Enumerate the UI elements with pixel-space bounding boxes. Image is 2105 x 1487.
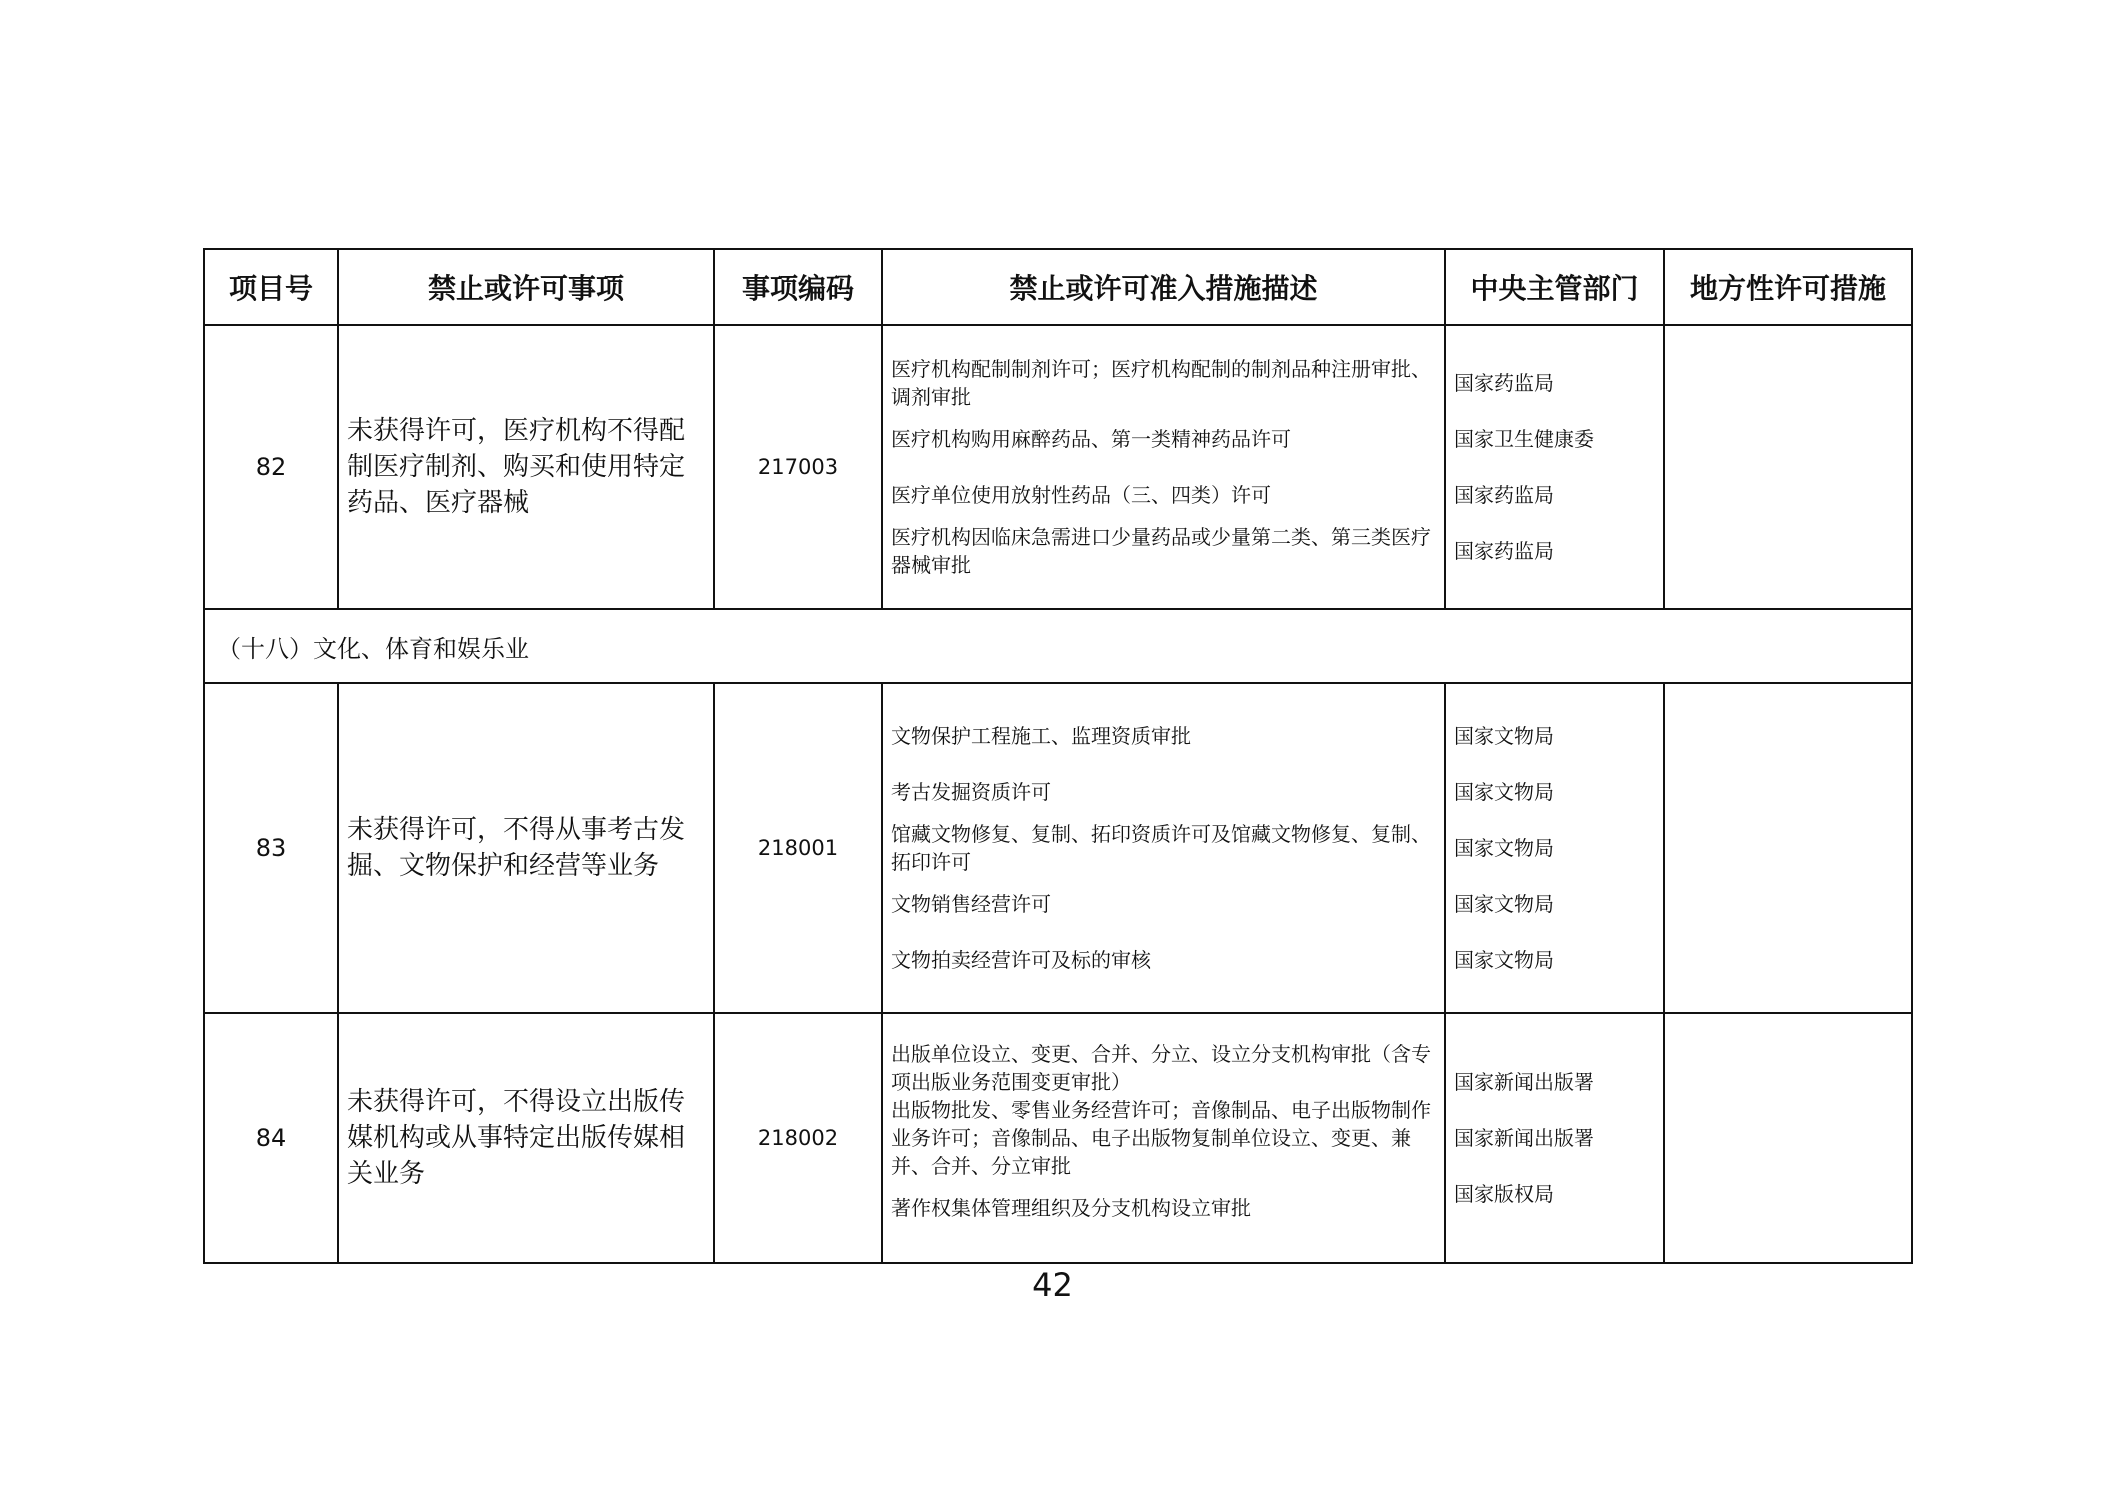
measure-department: 国家药监局	[1454, 371, 1554, 395]
measure-department: 国家文物局	[1454, 948, 1554, 972]
measure-department: 国家新闻出版署	[1454, 1126, 1594, 1150]
table-row	[204, 683, 1912, 1013]
measure-description: 医疗机构购用麻醉药品、第一类精神药品许可	[891, 427, 1291, 451]
measure-description: 文物拍卖经营许可及标的审核	[891, 948, 1151, 972]
measure-description: 医疗机构因临床急需进口少量药品或少量第二类、第三类医疗器械审批	[891, 525, 1431, 577]
item-number: 84	[204, 1013, 338, 1263]
local-measures-cell	[1664, 683, 1912, 1013]
measure-description: 出版单位设立、变更、合并、分立、设立分支机构审批（含专项出版业务范围变更审批）	[891, 1042, 1431, 1094]
measure-description: 文物保护工程施工、监理资质审批	[891, 724, 1191, 748]
measure-department: 国家药监局	[1454, 539, 1554, 563]
measure-description: 考古发掘资质许可	[891, 780, 1051, 804]
section-title: （十八）文化、体育和娱乐业	[204, 609, 1912, 683]
permit-table	[203, 248, 1913, 1264]
measure-description: 医疗单位使用放射性药品（三、四类）许可	[891, 483, 1271, 507]
header-department: 中央主管部门	[1445, 249, 1664, 325]
table-row	[204, 325, 1912, 609]
header-local-measures: 地方性许可措施	[1664, 249, 1912, 325]
measure-description: 医疗机构配制制剂许可；医疗机构配制的制剂品种注册审批、调剂审批	[891, 357, 1431, 409]
measure-department: 国家文物局	[1454, 724, 1554, 748]
measure-department: 国家文物局	[1454, 780, 1554, 804]
item-name: 未获得许可，不得从事考古发掘、文物保护和经营等业务	[338, 683, 714, 1013]
measure-department: 国家版权局	[1454, 1182, 1554, 1206]
header-item-no: 项目号	[204, 249, 338, 325]
item-name: 未获得许可，不得设立出版传媒机构或从事特定出版传媒相关业务	[338, 1013, 714, 1263]
measure-department: 国家卫生健康委	[1454, 427, 1594, 451]
measure-department: 国家药监局	[1454, 483, 1554, 507]
page-number: 42	[1032, 1266, 1073, 1304]
item-code: 218002	[714, 1013, 882, 1263]
item-name: 未获得许可，医疗机构不得配制医疗制剂、购买和使用特定药品、医疗器械	[338, 325, 714, 609]
header-description: 禁止或许可准入措施描述	[882, 249, 1445, 325]
department-cell	[1445, 683, 1664, 1013]
measure-description: 出版物批发、零售业务经营许可；音像制品、电子出版物制作业务许可；音像制品、电子出版物复制单位设立、变更、兼并、合并、分立审批	[891, 1098, 1431, 1178]
table-row	[204, 1013, 1912, 1263]
description-cell	[882, 1013, 1445, 1263]
measure-description: 馆藏文物修复、复制、拓印资质许可及馆藏文物修复、复制、拓印许可	[891, 822, 1431, 874]
description-cell	[882, 325, 1445, 609]
item-number: 82	[204, 325, 338, 609]
local-measures-cell	[1664, 325, 1912, 609]
table-header	[204, 249, 1912, 325]
measure-description: 文物销售经营许可	[891, 892, 1051, 916]
section-row	[204, 609, 1912, 683]
header-code: 事项编码	[714, 249, 882, 325]
description-cell	[882, 683, 1445, 1013]
measure-department: 国家新闻出版署	[1454, 1070, 1594, 1094]
measure-description: 著作权集体管理组织及分支机构设立审批	[891, 1196, 1251, 1220]
item-number: 83	[204, 683, 338, 1013]
department-cell	[1445, 1013, 1664, 1263]
local-measures-cell	[1664, 1013, 1912, 1263]
item-code: 217003	[714, 325, 882, 609]
measure-department: 国家文物局	[1454, 836, 1554, 860]
department-cell	[1445, 325, 1664, 609]
header-item: 禁止或许可事项	[338, 249, 714, 325]
measure-department: 国家文物局	[1454, 892, 1554, 916]
item-code: 218001	[714, 683, 882, 1013]
